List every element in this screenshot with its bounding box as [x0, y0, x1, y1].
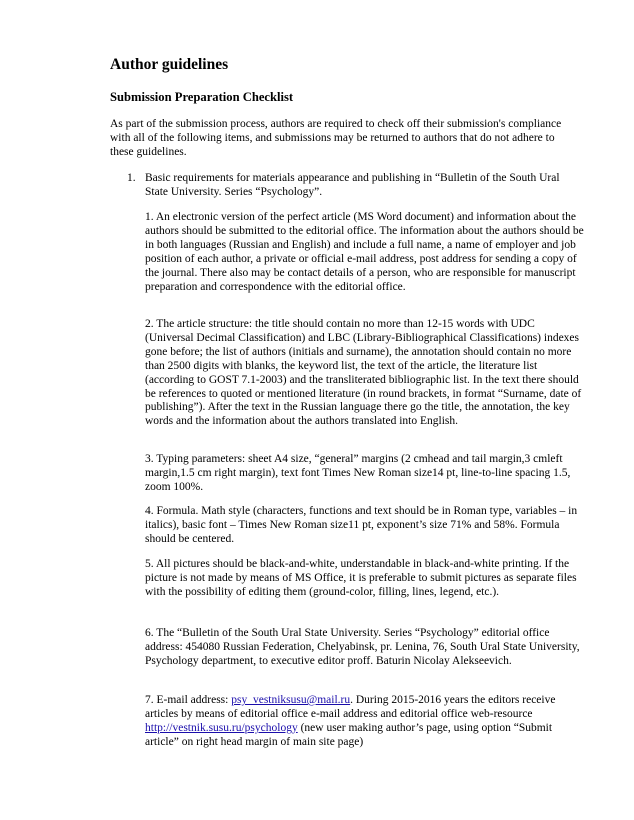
email-suffix-text: (new user making author’s page, using option “Submit article” on right head margin of main site page): [145, 721, 553, 748]
section-title: Submission Preparation Checklist: [110, 90, 294, 104]
list-item-number: 1.: [127, 172, 136, 184]
requirement-article-structure: 2. The article structure: the title should contain no more than 12-15 words with UDC (Universal Decimal Classification) and LBC (Library-Bibliographical Classifications) indexes gone before; the list of authors (initials and surname), the annotation should contain no more than 2500 digits with blanks, the keyword list, the text of the article, the literature list (according to GOST 7.1-2003) and the transliterated bibliographic list. In the text there should be references to quoted or mentioned literature (in round brackets, in format “Surname, date of publishing”). After the text in the Russian language there go the title, the annotation, the key words and the information about the authors translated into English.: [145, 318, 582, 428]
page-title: Author guidelines: [110, 56, 229, 73]
email-middle-text: . During 2015-2016 years the editors receive articles by means of editorial office e-mail address and editorial office web-resource: [145, 694, 556, 720]
requirement-typing-parameters: 3. Typing parameters: sheet A4 size, “general” margins (2 cmhead and tail margin,3 cmleft margin,1.5 cm right margin), text font Times New Roman size14 pt, line-to-line spacing 1.5, zoom 100%.: [145, 453, 571, 493]
email-link[interactable]: psy_vestniksusu@mail.ru: [231, 694, 351, 706]
requirement-formula: 4. Formula. Math style (characters, functions and text should be in Roman type, variables – in italics), basic font – Times New Roman size11 pt, exponent’s size 71% and 58%. Formula should be centered.: [145, 505, 578, 545]
intro-paragraph: As part of the submission process, authors are required to check off their submission's compliance with all of the following items, and submissions may be returned to authors that do not adhere to these guidelines.: [110, 118, 562, 158]
requirement-email: [145, 694, 585, 750]
requirement-office-address: 6. The “Bulletin of the South Ural State University. Series “Psychology” editorial office address: 454080 Russian Federation, Chelyabinsk, pr. Lenina, 76, South Ural State University, Psychology department, to executive editor proff. Baturin Nicolay Alekseevich.: [145, 627, 580, 667]
website-link[interactable]: http://vestnik.susu.ru/psychology: [145, 721, 298, 734]
requirement-electronic-version: 1. An electronic version of the perfect article (MS Word document) and information about the authors should be submitted to the editorial office. The information about the authors should be in both languages (Russian and English) and include a full name, a name of employer and job position of each author, a private or official e-mail address, post address for sending a copy of the journal. There also may be contact details of a person, who are responsible for manuscript preparation and correspondence with the editorial office.: [145, 211, 584, 293]
email-prefix-text: 7. E-mail address:: [145, 694, 232, 706]
list-item-text: Basic requirements for materials appearance and publishing in “Bulletin of the South Ural State University. Series “Psychology”.: [145, 172, 560, 198]
requirement-pictures: 5. All pictures should be black-and-white, understandable in black-and-white printing. If the picture is not made by means of MS Office, it is preferable to submit pictures as separate files with the possibility of editing them (ground-color, filling, lines, legend, etc.).: [145, 558, 577, 598]
